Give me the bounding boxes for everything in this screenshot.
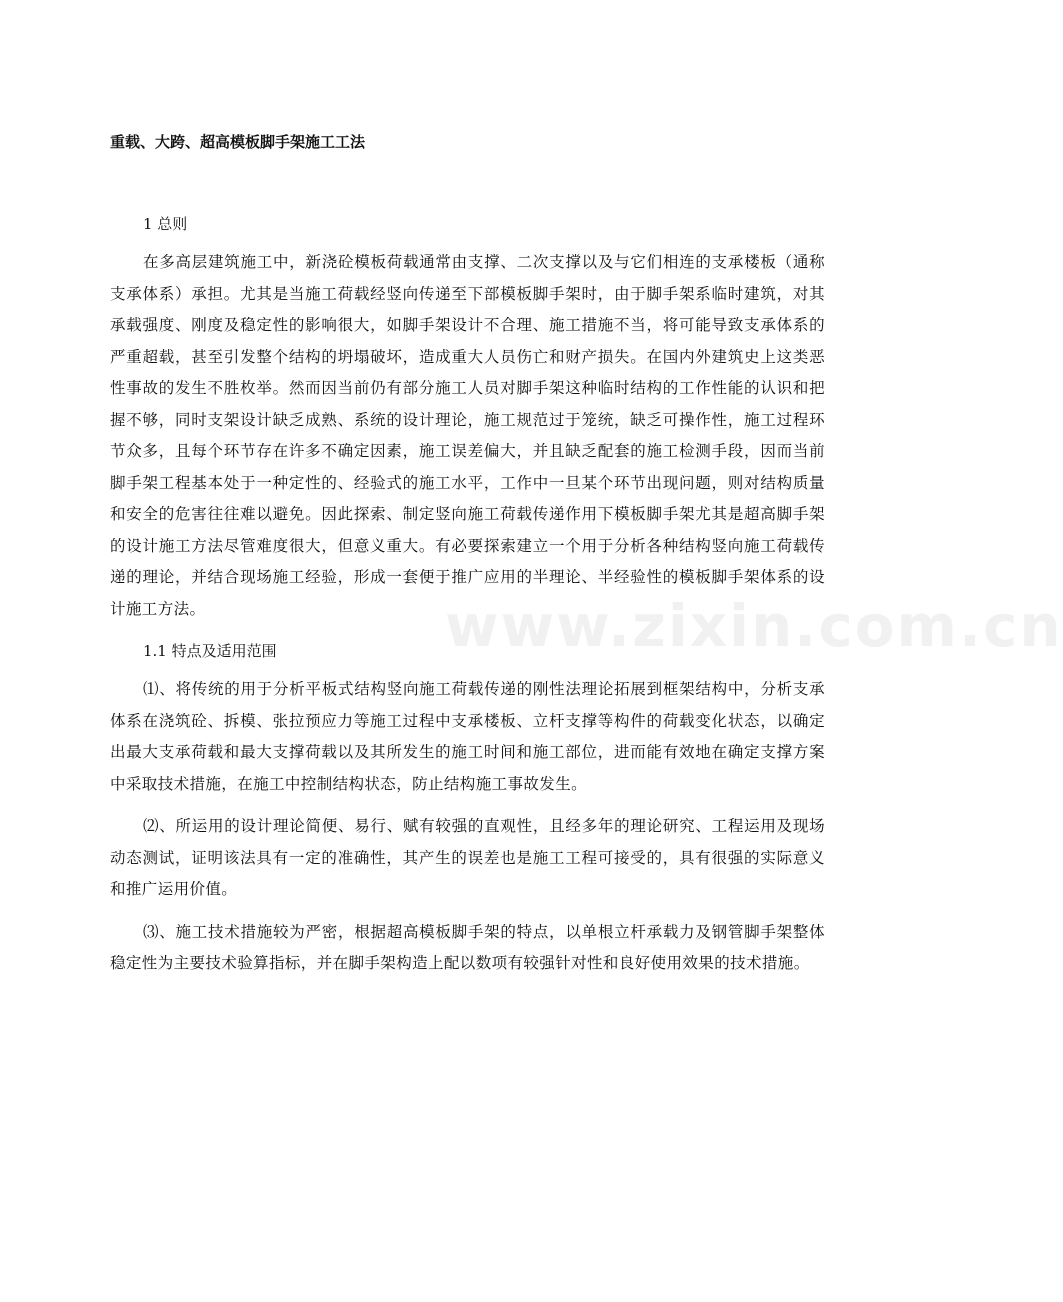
paragraph: 在多高层建筑施工中，新浇砼模板荷载通常由支撑、二次支撑以及与它们相连的支承楼板（通称支承体系）承担。尤其是当施工荷载经竖向传递至下部模板脚手架时，由于脚手架系临时建筑，对其承载强度、刚度及稳定性的影响很大，如脚手架设计不合理、施工措施不当，将可能导致支承体系的严重超载，甚至引发整个结构的坍塌破坏，造成重大人员伤亡和财产损失。在国内外建筑史上这类恶性事故的发生不胜枚举。然而因当前仍有部分施工人员对脚手架这种临时结构的工作性能的认识和把握不够，同时支架设计缺乏成熟、系统的设计理论，施工规范过于笼统，缺乏可操作性，施工过程环节众多，且每个环节存在许多不确定因素，施工误差偏大，并且缺乏配套的施工检测手段，因而当前脚手架工程基本处于一种定性的、经验式的施工水平，工作中一旦某个环节出现问题，则对结构质量和安全的危害往往难以避免。因此探索、制定竖向施工荷载传递作用下模板脚手架尤其是超高脚手架的设计施工方法尽管难度很大，但意义重大。有必要探索建立一个用于分析各种结构竖向施工荷载传递的理论，并结合现场施工经验，形成一套便于推广应用的半理论、半经验性的模板脚手架体系的设计施工方法。 — [110, 253, 825, 618]
list-item: ⑵、所运用的设计理论简便、易行、赋有较强的直观性，且经多年的理论研究、工程运用及现场动态测试，证明该法具有一定的准确性，其产生的误差也是施工工程可接受的，具有很强的实际意义和推广运用价值。 — [110, 817, 825, 898]
list-item: ⑶、施工技术措施较为严密，根据超高模板脚手架的特点，以单根立杆承载力及钢管脚手架整体稳定性为主要技术验算指标，并在脚手架构造上配以数项有较强针对性和良好使用效果的技术措施。 — [110, 922, 825, 972]
watermark: www.zixin.com.cn — [445, 592, 1063, 660]
document-body — [110, 127, 825, 991]
subsection-heading: 1.1 特点及适用范围 — [143, 642, 277, 660]
section-heading: 1 总则 — [143, 215, 188, 233]
list-item: ⑴、将传统的用于分析平板式结构竖向施工荷载传递的刚性法理论拓展到框架结构中，分析支承体系在浇筑砼、拆模、张拉预应力等施工过程中支承楼板、立杆支撑等构件的荷载变化状态，以确定出最大支承荷载和最大支撑荷载以及其所发生的施工时间和施工部位，进而能有效地在确定支撑方案中采取技术措施，在施工中控制结构状态，防止结构施工事故发生。 — [110, 680, 825, 793]
document-title: 重载、大跨、超高模板脚手架施工工法 — [110, 133, 366, 151]
